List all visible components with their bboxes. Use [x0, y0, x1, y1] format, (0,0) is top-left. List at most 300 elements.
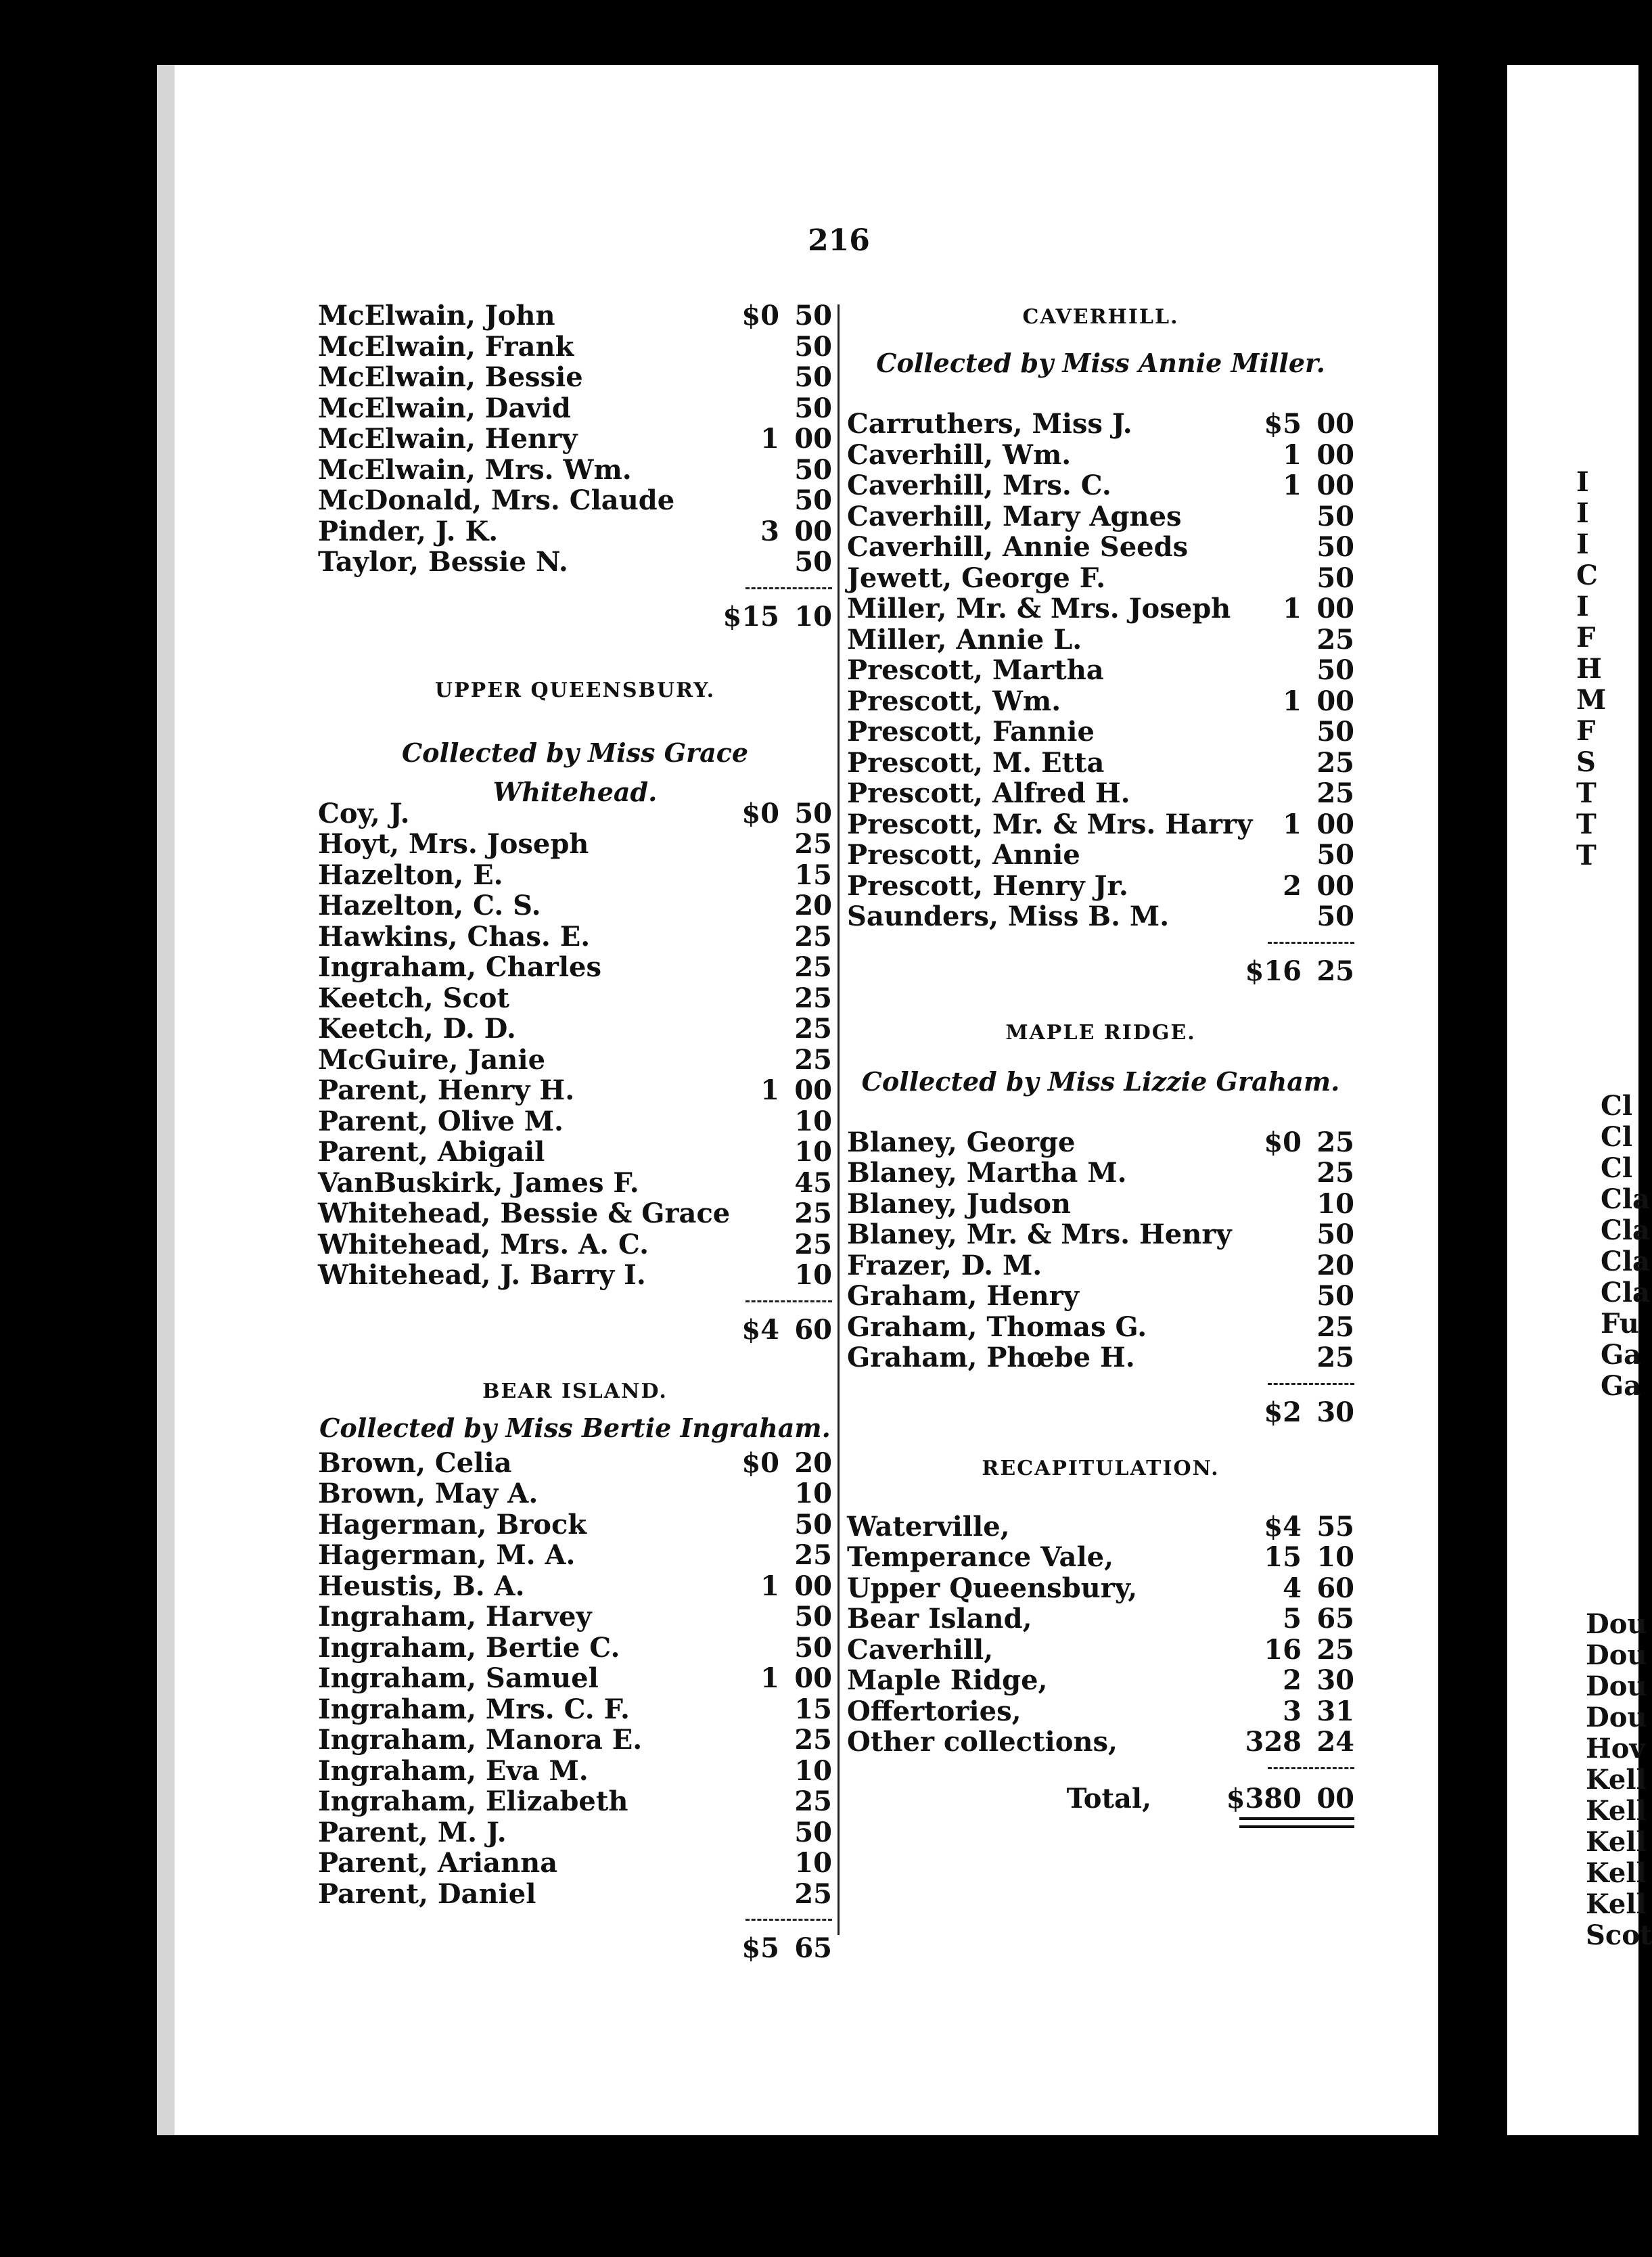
entry-name: Ingraham, Mrs. C. F. [318, 1693, 630, 1725]
ledger-entry [847, 1189, 1354, 1220]
entry-cents: 10 [1316, 1187, 1354, 1220]
entry-name: Hagerman, M. A. [318, 1539, 576, 1571]
subtotal-rule [318, 1291, 832, 1314]
entry-name: Caverhill, Mary Agnes [847, 500, 1182, 532]
entry-dollars: $5 [1264, 408, 1302, 440]
collector-caverhill: Collected by Miss Annie Miller. [876, 348, 1325, 378]
subtotal-rule [847, 932, 1354, 955]
entry-dollars: 1 [1283, 470, 1302, 501]
entry-cents: 00 [794, 1662, 832, 1694]
ledger-entry [847, 624, 1354, 656]
ledger-entry [847, 778, 1354, 809]
entry-name: Ingraham, Eva M. [318, 1754, 589, 1787]
entry-cents: 50 [1316, 839, 1354, 871]
entry-cents: 20 [794, 1446, 832, 1479]
next-page-fragment: Cl [1601, 1121, 1633, 1153]
grand-total-dollars: $380 [1226, 1782, 1302, 1815]
bear-island-total [318, 1932, 832, 1967]
ledger-entry [847, 1127, 1354, 1158]
ledger-entry [318, 829, 832, 860]
ledger-entry [847, 1542, 1354, 1573]
entry-cents: 25 [794, 1043, 832, 1076]
entry-dollars: 4 [1283, 1572, 1302, 1604]
entry-dollars: 3 [760, 515, 779, 547]
ledger-entry [847, 1573, 1354, 1604]
book-gutter [1438, 65, 1507, 2135]
ledger-entry [318, 921, 832, 953]
entry-name: Prescott, Annie [847, 839, 1080, 871]
entry-cents: 00 [794, 423, 832, 455]
ledger-entry [318, 1260, 832, 1291]
entry-dollars: 1 [760, 1570, 779, 1602]
entry-cents: 10 [794, 1847, 832, 1879]
entry-name: VanBuskirk, James F. [318, 1166, 639, 1199]
entry-name: Prescott, Henry Jr. [847, 869, 1128, 902]
entry-cents: 25 [794, 951, 832, 983]
entry-name: McElwain, Henry [318, 423, 578, 455]
ledger-entry [318, 1106, 832, 1137]
next-page-fragment: Dou [1586, 1608, 1647, 1640]
next-page-fragment: Cl [1601, 1152, 1633, 1184]
subtotal-rule [318, 578, 832, 601]
ledger-entry [318, 1045, 832, 1076]
next-page-fragment: H [1576, 653, 1602, 685]
entry-name: Ingraham, Elizabeth [318, 1785, 628, 1817]
entry-cents: 30 [1316, 1664, 1354, 1696]
entry-dollars: $0 [741, 300, 779, 332]
next-page-fragment: Kell [1586, 1795, 1647, 1827]
next-page-fragment: Cla [1601, 1246, 1650, 1277]
entry-name: Parent, Olive M. [318, 1105, 564, 1137]
entry-name: Parent, Daniel [318, 1877, 536, 1910]
ledger-entry [847, 901, 1354, 932]
entry-name: McElwain, Bessie [318, 361, 583, 393]
entry-cents: 50 [1316, 531, 1354, 563]
next-page-fragment: T [1576, 840, 1597, 871]
next-page-fragment-group [1576, 467, 1606, 871]
grand-total [847, 1781, 1354, 1817]
entry-name: Caverhill, Wm. [847, 438, 1072, 471]
entry-name: Frazer, D. M. [847, 1249, 1042, 1281]
entry-name: Bear Island, [847, 1603, 1032, 1635]
entry-name: Whitehead, Bessie & Grace [318, 1198, 731, 1229]
entry-name: Prescott, Alfred H. [847, 777, 1130, 809]
ledger-entry [847, 809, 1354, 840]
ledger-entry [318, 424, 832, 455]
ledger-entry [847, 1312, 1354, 1343]
entry-name: Ingraham, Samuel [318, 1662, 599, 1694]
entry-name: Graham, Henry [847, 1280, 1079, 1312]
next-page-fragment: Cla [1601, 1183, 1650, 1215]
entry-dollars: 1 [1283, 808, 1302, 840]
grand-total-double-rule [1239, 1817, 1354, 1828]
entry-name: Parent, Abigail [318, 1136, 545, 1168]
next-page-fragment: Dou [1586, 1639, 1647, 1671]
maple-ridge-entry-list [847, 1127, 1354, 1373]
ledger-entry [318, 547, 832, 578]
entry-name: Upper Queensbury, [847, 1572, 1138, 1604]
ledger-entry [847, 1635, 1354, 1666]
entry-cents: 50 [794, 392, 832, 424]
ledger-entry [318, 1198, 832, 1229]
ledger-entry [847, 501, 1354, 532]
entry-name: Prescott, Mr. & Mrs. Harry [847, 808, 1253, 840]
entry-name: Ingraham, Charles [318, 951, 602, 983]
next-page-fragment: Ga [1601, 1370, 1642, 1402]
ledger-entry [847, 1603, 1354, 1635]
next-page-fragment: F [1576, 715, 1596, 747]
ledger-entry [318, 1571, 832, 1602]
left-column [318, 300, 832, 1967]
entry-name: Ingraham, Manora E. [318, 1724, 643, 1756]
ledger-entry [318, 516, 832, 547]
entry-dollars: 328 [1245, 1726, 1302, 1758]
next-page-fragment: Hov [1586, 1733, 1645, 1764]
entry-name: Miller, Annie L. [847, 623, 1082, 656]
ledger-entry [318, 455, 832, 486]
entry-dollars: $4 [1264, 1510, 1302, 1543]
total-cents: 25 [1316, 955, 1354, 987]
next-page-fragment: Scot [1586, 1919, 1652, 1951]
total-dollars: $5 [741, 1932, 779, 1964]
entry-cents: 65 [1316, 1603, 1354, 1635]
ledger-entry [847, 716, 1354, 748]
next-page-fragment: F [1576, 622, 1596, 654]
entry-cents: 25 [1316, 1342, 1354, 1373]
entry-cents: 50 [1316, 562, 1354, 594]
ledger-entry [318, 362, 832, 393]
next-page-fragment-group [1601, 1091, 1650, 1402]
entry-dollars: 16 [1264, 1633, 1302, 1666]
page-edge-shadow [157, 65, 175, 2135]
entry-cents: 50 [794, 484, 832, 516]
entry-dollars: 1 [1283, 438, 1302, 471]
entry-name: Caverhill, [847, 1633, 994, 1666]
ledger-entry [318, 1137, 832, 1168]
entry-name: Caverhill, Annie Seeds [847, 531, 1189, 563]
section-title-maple-ridge: MAPLE RIDGE. [1005, 1020, 1196, 1045]
ledger-entry [847, 409, 1354, 440]
collector-maple-ridge: Collected by Miss Lizzie Graham. [861, 1066, 1340, 1097]
caverhill-total [847, 955, 1354, 990]
ledger-entry [318, 1848, 832, 1879]
column-divider [838, 304, 840, 1935]
entry-name: Blaney, Judson [847, 1187, 1071, 1220]
entry-name: Saunders, Miss B. M. [847, 900, 1170, 932]
entry-name: Caverhill, Mrs. C. [847, 470, 1111, 501]
next-page-fragment-group [1586, 1609, 1652, 1951]
next-page-fragment: Dou [1586, 1702, 1647, 1733]
entry-cents: 25 [794, 1013, 832, 1045]
entry-name: Ingraham, Harvey [318, 1601, 592, 1633]
grand-total-label: Total, [1066, 1782, 1151, 1815]
next-page-fragment: I [1576, 591, 1589, 622]
entry-name: Hazelton, C. S. [318, 890, 541, 921]
bear-island-entry-list [318, 1448, 832, 1910]
entry-dollars: 3 [1283, 1695, 1302, 1727]
entry-cents: 25 [1316, 746, 1354, 779]
ledger-entry [318, 798, 832, 829]
entry-cents: 20 [1316, 1249, 1354, 1281]
entry-name: Whitehead, J. Barry I. [318, 1259, 646, 1291]
entry-cents: 15 [794, 859, 832, 891]
entry-name: Hazelton, E. [318, 859, 503, 891]
entry-name: Hagerman, Brock [318, 1508, 587, 1541]
subtotal-rule [847, 1373, 1354, 1396]
total-dollars: $16 [1245, 955, 1302, 987]
entry-cents: 00 [794, 1570, 832, 1602]
ledger-entry [318, 393, 832, 424]
entry-dollars: $0 [741, 797, 779, 829]
entry-name: Taylor, Bessie N. [318, 546, 568, 578]
ledger-entry [318, 1075, 832, 1106]
ledger-entry [318, 300, 832, 332]
entry-cents: 10 [1316, 1541, 1354, 1573]
entry-name: Parent, M. J. [318, 1816, 507, 1848]
ledger-entry [318, 332, 832, 363]
subtotal-rule [318, 1909, 832, 1932]
ledger-entry [847, 1219, 1354, 1250]
entry-cents: 10 [794, 1754, 832, 1787]
entry-cents: 50 [794, 361, 832, 393]
entry-name: McGuire, Janie [318, 1043, 546, 1076]
entry-cents: 00 [794, 1074, 832, 1106]
entry-name: Brown, May A. [318, 1478, 538, 1509]
right-column [847, 300, 1354, 1831]
ledger-entry [318, 860, 832, 891]
entry-cents: 00 [1316, 685, 1354, 717]
entry-cents: 50 [794, 797, 832, 829]
ledger-entry [318, 1448, 832, 1479]
collector-bear-island: Collected by Miss Bertie Ingraham. [319, 1412, 831, 1443]
entry-cents: 50 [1316, 500, 1354, 532]
total-cents: 60 [794, 1313, 832, 1346]
entry-name: McElwain, Frank [318, 330, 574, 363]
entry-dollars: 1 [760, 1662, 779, 1694]
entry-name: Offertories, [847, 1695, 1022, 1727]
ledger-entry [847, 1665, 1354, 1696]
ledger-entry [847, 532, 1354, 563]
collector-upper-queensbury: Collected by Miss Grace Whitehead. [401, 737, 749, 807]
entry-cents: 10 [794, 1136, 832, 1168]
entry-cents: 55 [1316, 1510, 1354, 1543]
ledger-entry [318, 1509, 832, 1541]
total-cents: 30 [1316, 1396, 1354, 1428]
grand-total-cents: 00 [1316, 1782, 1354, 1815]
next-page-fragment: Fu [1601, 1308, 1639, 1340]
entry-dollars: $0 [741, 1446, 779, 1479]
ledger-entry [847, 686, 1354, 717]
entry-name: Coy, J. [318, 797, 410, 829]
entry-name: McElwain, David [318, 392, 571, 424]
ledger-entry [318, 890, 832, 921]
next-page-fragment: Kell [1586, 1826, 1647, 1858]
next-page-fragment: I [1576, 466, 1589, 498]
entry-name: Whitehead, Mrs. A. C. [318, 1228, 649, 1260]
entry-name: Brown, Celia [318, 1446, 512, 1479]
entry-cents: 00 [1316, 470, 1354, 501]
lead-entry-list [318, 300, 832, 578]
ledger-entry [318, 1229, 832, 1260]
page-number: 216 [808, 223, 870, 258]
entry-cents: 24 [1316, 1726, 1354, 1758]
entry-cents: 50 [794, 546, 832, 578]
entry-name: Maple Ridge, [847, 1664, 1048, 1696]
entry-cents: 25 [794, 920, 832, 953]
entry-cents: 50 [794, 1508, 832, 1541]
total-cents: 10 [794, 600, 832, 633]
ledger-entry [318, 1633, 832, 1664]
entry-cents: 50 [1316, 654, 1354, 686]
ledger-entry [847, 655, 1354, 686]
next-page-fragment: Kell [1586, 1888, 1647, 1920]
entry-name: Waterville, [847, 1510, 1010, 1543]
ledger-entry [318, 1013, 832, 1045]
maple-ridge-total [847, 1396, 1354, 1432]
entry-name: McElwain, John [318, 300, 555, 332]
entry-cents: 25 [1316, 1310, 1354, 1343]
entry-name: Blaney, Martha M. [847, 1157, 1127, 1189]
next-page-fragment: Cl [1601, 1090, 1633, 1122]
entry-cents: 25 [794, 828, 832, 860]
next-page-fragment: T [1576, 808, 1597, 840]
entry-name: Hoyt, Mrs. Joseph [318, 828, 589, 860]
entry-dollars: 5 [1283, 1603, 1302, 1635]
total-cents: 65 [794, 1932, 832, 1964]
ledger-entry [847, 563, 1354, 594]
entry-cents: 50 [794, 300, 832, 332]
entry-dollars: 1 [1283, 593, 1302, 624]
entry-cents: 50 [794, 1816, 832, 1848]
entry-cents: 50 [794, 1631, 832, 1664]
entry-cents: 25 [1316, 623, 1354, 656]
ledger-entry [318, 1601, 832, 1633]
entry-dollars: 1 [1283, 685, 1302, 717]
entry-name: Graham, Phœbe H. [847, 1342, 1135, 1373]
upper-queensbury-entry-list [318, 798, 832, 1291]
section-title-bear-island: BEAR ISLAND. [482, 1379, 668, 1403]
next-page-fragment: I [1576, 497, 1589, 529]
entry-name: Keetch, Scot [318, 982, 509, 1014]
entry-name: Hawkins, Chas. E. [318, 920, 591, 953]
section-title-recapitulation: RECAPITULATION. [982, 1456, 1220, 1480]
entry-name: Other collections, [847, 1726, 1118, 1758]
ledger-entry [318, 1168, 832, 1199]
recapitulation-entry-list [847, 1511, 1354, 1758]
ledger-entry [847, 1696, 1354, 1727]
ledger-entry [318, 1540, 832, 1571]
entry-cents: 25 [794, 1785, 832, 1817]
ledger-entry [847, 871, 1354, 902]
entry-name: Jewett, George F. [847, 562, 1106, 594]
entry-dollars: 1 [760, 423, 779, 455]
total-dollars: $4 [741, 1313, 779, 1346]
entry-cents: 10 [794, 1105, 832, 1137]
next-page-fragment: Ga [1601, 1339, 1642, 1371]
total-dollars: $15 [722, 600, 779, 633]
section-title-upper-queensbury: UPPER QUEENSBURY. [434, 678, 716, 702]
entry-cents: 31 [1316, 1695, 1354, 1727]
entry-name: Pinder, J. K. [318, 515, 499, 547]
ledger-entry [847, 1158, 1354, 1189]
entry-cents: 15 [794, 1693, 832, 1725]
ledger-entry [847, 1281, 1354, 1312]
next-page-fragment: Cla [1601, 1277, 1650, 1308]
ledger-entry [847, 1250, 1354, 1281]
entry-cents: 00 [1316, 869, 1354, 902]
ledger-entry [318, 485, 832, 516]
next-page-fragment: Cla [1601, 1214, 1650, 1246]
total-dollars: $2 [1264, 1396, 1302, 1428]
subtotal-rule [847, 1758, 1354, 1781]
entry-cents: 25 [794, 1198, 832, 1229]
entry-dollars: $0 [1264, 1126, 1302, 1158]
entry-cents: 00 [1316, 593, 1354, 624]
entry-name: Blaney, George [847, 1126, 1076, 1158]
entry-name: McDonald, Mrs. Claude [318, 484, 675, 516]
entry-name: Temperance Vale, [847, 1541, 1114, 1573]
entry-cents: 50 [1316, 1280, 1354, 1312]
entry-name: Blaney, Mr. & Mrs. Henry [847, 1218, 1232, 1250]
next-page-fragment: Dou [1586, 1670, 1647, 1702]
entry-name: Prescott, M. Etta [847, 746, 1105, 779]
section-title-caverhill: CAVERHILL. [1022, 305, 1179, 329]
entry-cents: 50 [1316, 716, 1354, 748]
ledger-entry [847, 840, 1354, 871]
entry-cents: 60 [1316, 1572, 1354, 1604]
entry-cents: 00 [794, 515, 832, 547]
entry-cents: 50 [1316, 900, 1354, 932]
entry-cents: 25 [794, 1539, 832, 1571]
entry-name: Carruthers, Miss J. [847, 408, 1132, 440]
ledger-entry [847, 593, 1354, 624]
entry-name: Parent, Arianna [318, 1847, 558, 1879]
entry-name: Parent, Henry H. [318, 1074, 575, 1106]
entry-name: Miller, Mr. & Mrs. Joseph [847, 593, 1231, 624]
entry-cents: 10 [794, 1259, 832, 1291]
ledger-entry [847, 470, 1354, 501]
entry-cents: 45 [794, 1166, 832, 1199]
ledger-entry [847, 1727, 1354, 1758]
next-page-fragment: Kell [1586, 1857, 1647, 1889]
entry-cents: 25 [794, 1724, 832, 1756]
next-page-fragment: T [1576, 777, 1597, 809]
entry-cents: 20 [794, 890, 832, 921]
entry-name: Prescott, Martha [847, 654, 1104, 686]
entry-name: Heustis, B. A. [318, 1570, 525, 1602]
next-page-fragment: C [1576, 560, 1598, 591]
entry-cents: 25 [794, 982, 832, 1014]
entry-dollars: 1 [760, 1074, 779, 1106]
next-page-fragment: Kell [1586, 1764, 1647, 1796]
entry-name: McElwain, Mrs. Wm. [318, 453, 632, 486]
ledger-entry [318, 1478, 832, 1509]
entry-name: Keetch, D. D. [318, 1013, 516, 1045]
entry-name: Graham, Thomas G. [847, 1310, 1147, 1343]
entry-dollars: 15 [1264, 1541, 1302, 1573]
entry-name: Prescott, Fannie [847, 716, 1095, 748]
upper-queensbury-total [318, 1314, 832, 1349]
entry-cents: 25 [794, 1877, 832, 1910]
next-page-fragment: I [1576, 528, 1589, 560]
entry-dollars: 2 [1283, 869, 1302, 902]
ledger-entry [318, 1725, 832, 1756]
lead-total [318, 601, 832, 636]
ledger-entry [847, 748, 1354, 779]
ledger-entry [847, 440, 1354, 471]
entry-cents: 00 [1316, 408, 1354, 440]
entry-cents: 25 [1316, 1633, 1354, 1666]
